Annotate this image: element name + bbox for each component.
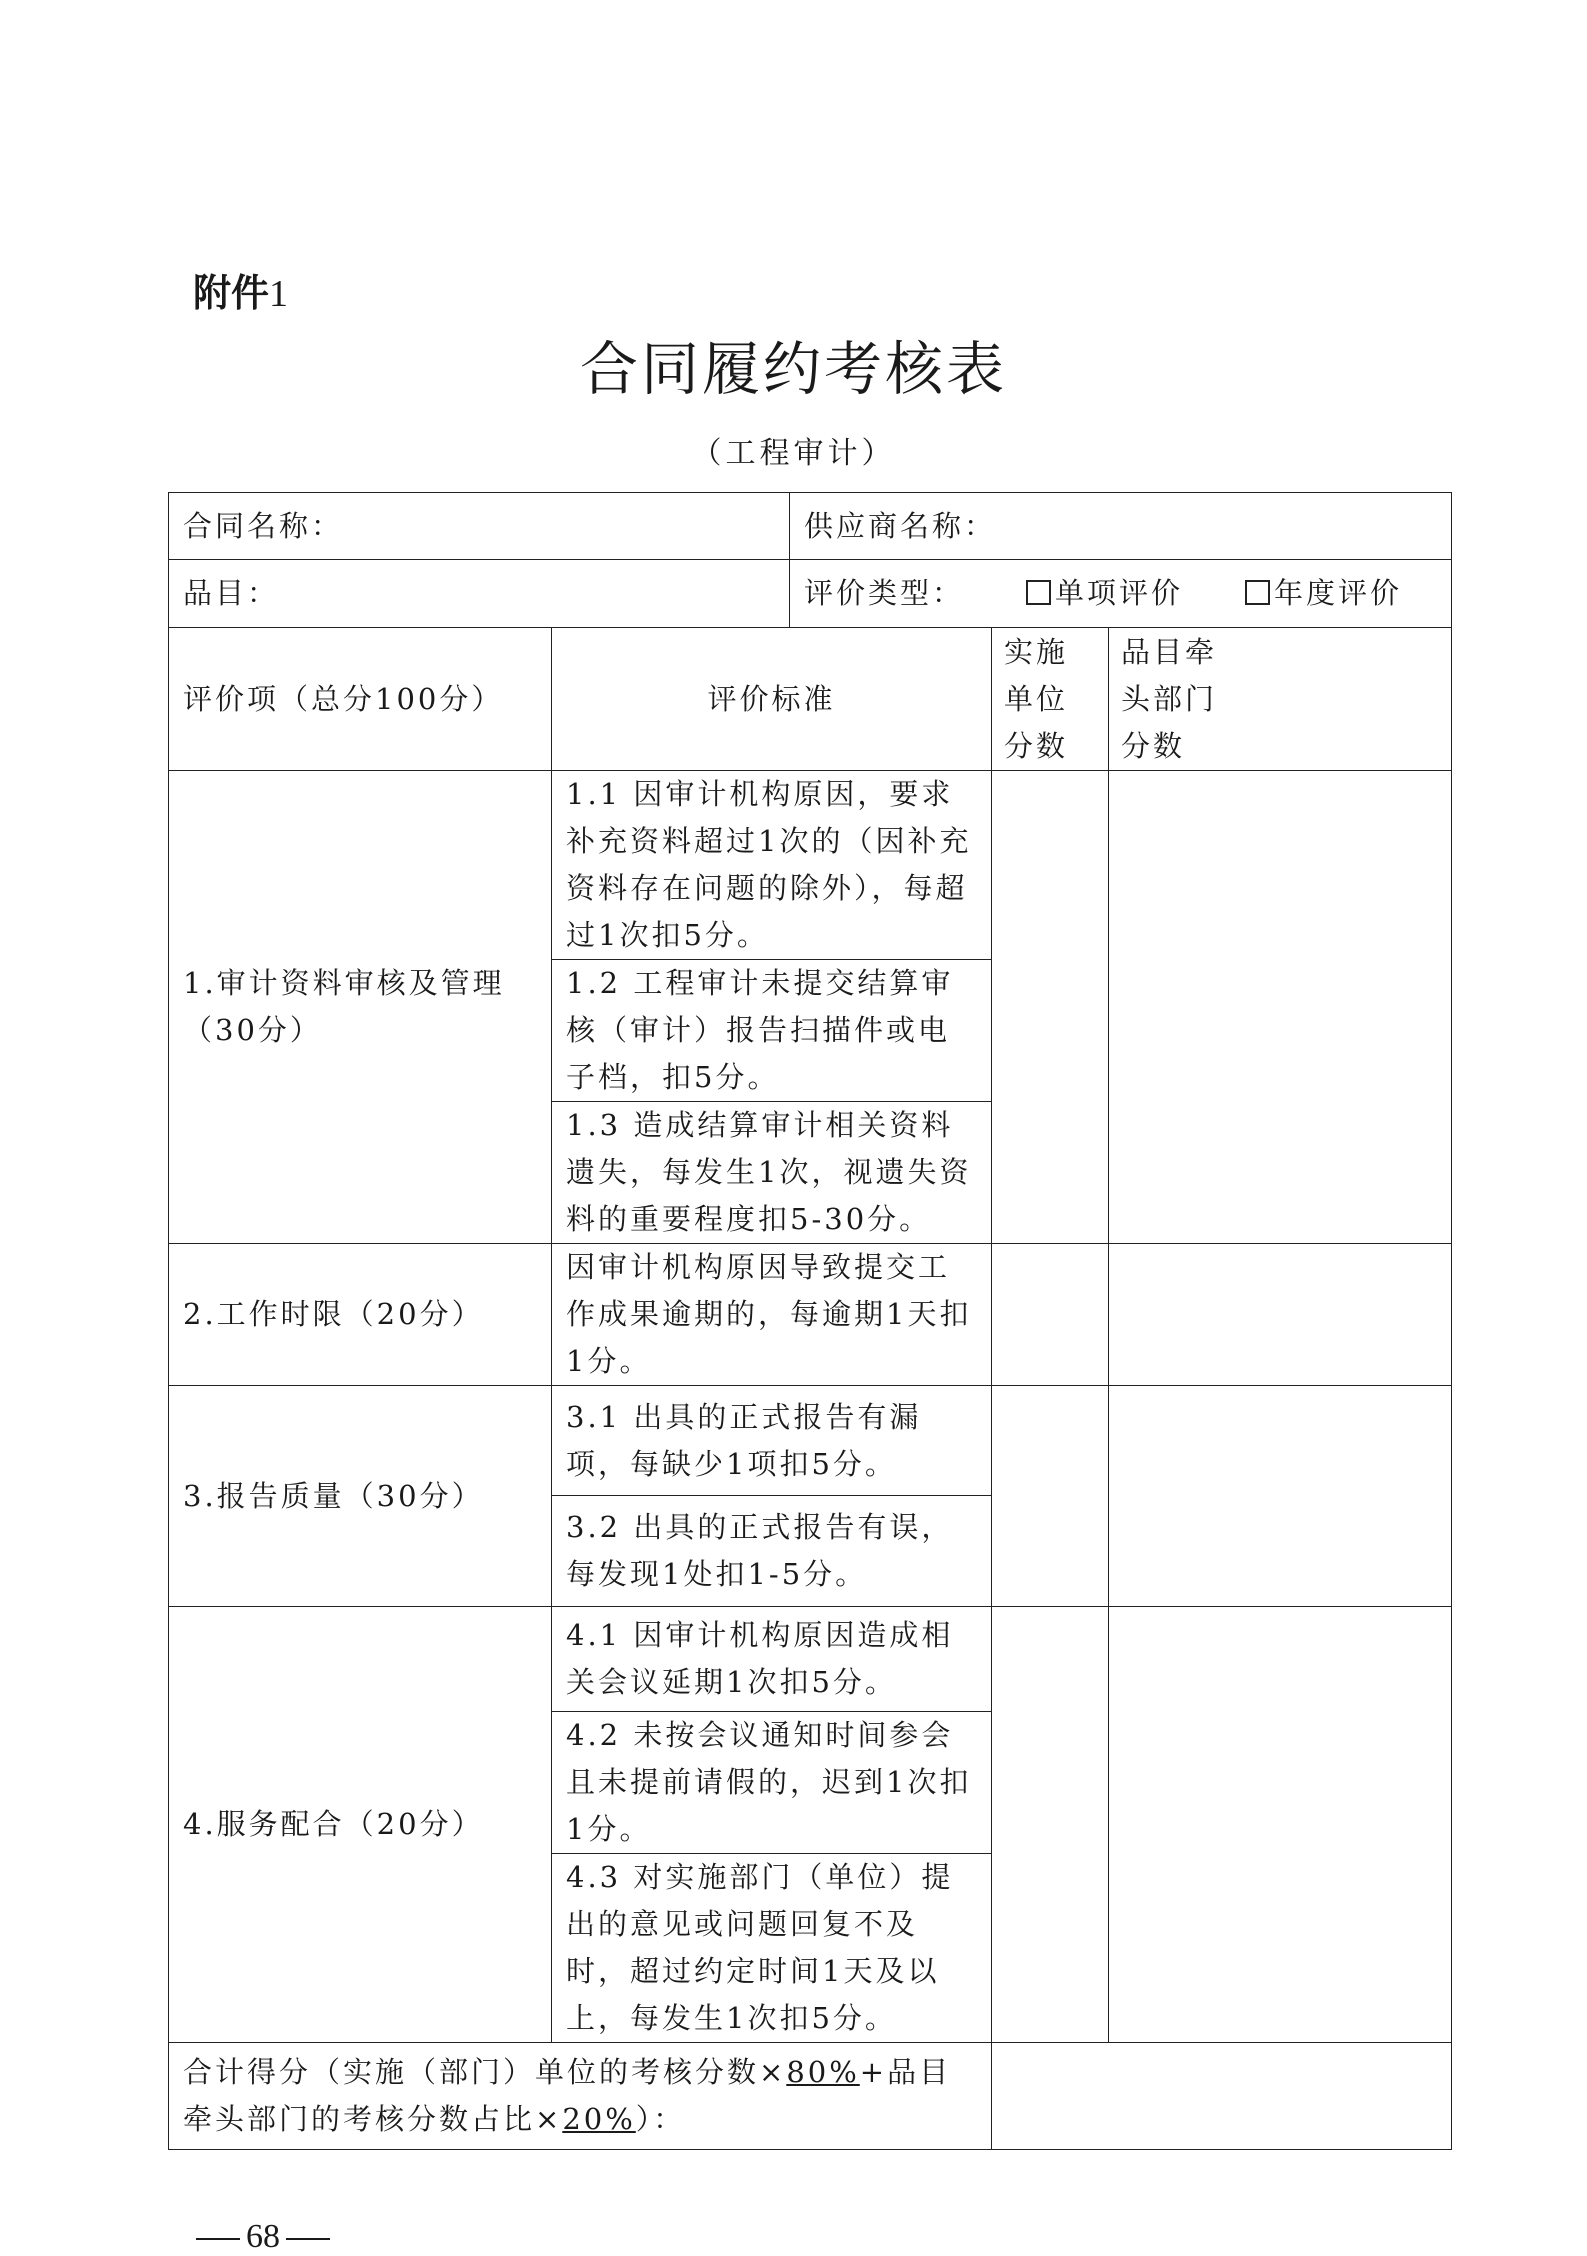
annex-label: 附件1 bbox=[193, 271, 289, 315]
page-subtitle: （工程审计） bbox=[691, 436, 896, 471]
section-1-row-1 bbox=[169, 771, 1452, 960]
single-eval-label: 单项评价 bbox=[1055, 576, 1184, 610]
section-4-impl-score[interactable] bbox=[992, 1607, 1109, 2043]
section-3-impl-score[interactable] bbox=[992, 1386, 1109, 1607]
header-row bbox=[169, 628, 1452, 771]
annex-number: 1 bbox=[269, 273, 289, 315]
info-row-1 bbox=[169, 493, 1452, 560]
lead-weight: 20% bbox=[562, 2102, 636, 2136]
criterion-1-2: 1.2 工程审计未提交结算审核（审计）报告扫描件或电子档，扣5分。 bbox=[552, 960, 992, 1102]
total-row bbox=[169, 2043, 1452, 2150]
eval-type-label: 评价类型： bbox=[804, 576, 965, 610]
impl-weight: 80% bbox=[786, 2055, 860, 2089]
total-label: 合计得分（实施（部门）单位的考核分数×80%+品目牵头部门的考核分数占比×20%）： bbox=[169, 2043, 992, 2150]
header-standard: 评价标准 bbox=[552, 628, 992, 771]
section-3-lead-score[interactable] bbox=[1109, 1386, 1452, 1607]
criterion-1-3: 1.3 造成结算审计相关资料遗失，每发生1次，视遗失资料的重要程度扣5-30分。 bbox=[552, 1102, 992, 1244]
assessment-table bbox=[168, 492, 1452, 2150]
criterion-4-1: 4.1 因审计机构原因造成相关会议延期1次扣5分。 bbox=[552, 1607, 992, 1712]
section-2-lead-score[interactable] bbox=[1109, 1244, 1452, 1386]
category-label: 品目： bbox=[183, 576, 280, 610]
criterion-3-1: 3.1 出具的正式报告有漏项，每缺少1项扣5分。 bbox=[552, 1386, 992, 1496]
page-number: 68 bbox=[190, 2218, 336, 2256]
section-3-title: 3.报告质量（30分） bbox=[169, 1386, 552, 1607]
annual-eval-label: 年度评价 bbox=[1274, 576, 1403, 610]
supplier-name-label: 供应商名称： bbox=[804, 508, 997, 543]
section-2-row-1 bbox=[169, 1244, 1452, 1386]
header-lead-score bbox=[1109, 628, 1452, 771]
header-impl-score: 实施单位分数 bbox=[992, 628, 1109, 771]
criterion-1-1: 1.1 因审计机构原因，要求补充资料超过1次的（因补充资料存在问题的除外），每超过1次扣5分。 bbox=[552, 771, 992, 960]
criterion-4-3: 4.3 对实施部门（单位）提出的意见或问题回复不及时，超过约定时间1天及以上，每发生1次扣5分。 bbox=[552, 1854, 992, 2043]
annual-eval-checkbox[interactable] bbox=[1245, 580, 1270, 605]
supplier-name-cell[interactable] bbox=[790, 493, 1452, 560]
eval-type-cell bbox=[790, 560, 1452, 628]
criterion-2-1: 因审计机构原因导致提交工作成果逾期的，每逾期1天扣1分。 bbox=[552, 1244, 992, 1386]
total-score-cell[interactable] bbox=[992, 2043, 1452, 2150]
header-item: 评价项（总分100分） bbox=[169, 628, 552, 771]
section-1-impl-score[interactable] bbox=[992, 771, 1109, 1244]
section-4-lead-score[interactable] bbox=[1109, 1607, 1452, 2043]
criterion-4-2: 4.2 未按会议通知时间参会且未提前请假的，迟到1次扣1分。 bbox=[552, 1712, 992, 1854]
section-1-lead-score[interactable] bbox=[1109, 771, 1452, 1244]
info-row-2 bbox=[169, 560, 1452, 628]
section-3-row-1 bbox=[169, 1386, 1452, 1496]
contract-name-label: 合同名称： bbox=[183, 508, 344, 543]
contract-name-cell[interactable] bbox=[169, 493, 790, 560]
section-2-impl-score[interactable] bbox=[992, 1244, 1109, 1386]
single-eval-checkbox[interactable] bbox=[1026, 580, 1051, 605]
section-2-title: 2.工作时限（20分） bbox=[169, 1244, 552, 1386]
page-title: 合同履约考核表 bbox=[579, 335, 1007, 403]
section-4-title: 4.服务配合（20分） bbox=[169, 1607, 552, 2043]
category-cell[interactable] bbox=[169, 560, 790, 628]
section-4-row-1 bbox=[169, 1607, 1452, 1712]
header-lead-score-text: 品目牵头部门分数 bbox=[1121, 634, 1218, 763]
criterion-3-2: 3.2 出具的正式报告有误，每发现1处扣1-5分。 bbox=[552, 1496, 992, 1607]
section-1-title: 1.审计资料审核及管理（30分） bbox=[169, 771, 552, 1244]
